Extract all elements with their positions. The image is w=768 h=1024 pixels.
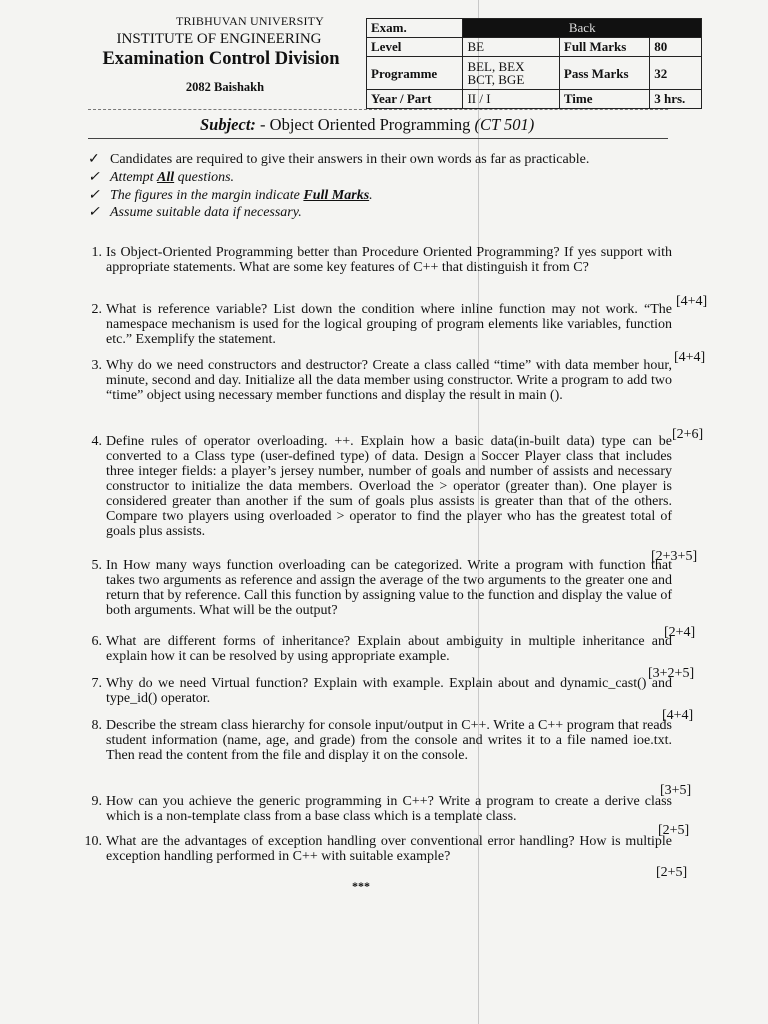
programme-label: Programme [367, 57, 463, 90]
question-number: 1. [91, 245, 102, 260]
instruction-text: The figures in the margin indicate [110, 188, 304, 203]
question-text: In How many ways function overloading can be categorized. Write a program with function that takes two arguments as reference and assign the average of the two arguments to the greater one and return that by reference. Call this function by assigning value to the function and display the value of both arguments. What will be the output? [106, 558, 672, 618]
subject-name: - Object Oriented Programming [260, 115, 471, 134]
university-name: TRIBHUVAN UNIVERSITY [175, 14, 325, 28]
question-text: Define rules of operator overloading. ++. Explain how a basic data(in-built data) type can be converted to a Class type (user-defined type) of data. Design a Soccer Player class that includes three integer fields: a player’s jersey number, number of goals and number of assists and necessary constructor to initialize the data members. Overload the > operator (greater than). One player is considered greater than another if the sum of goals plus assists is greater than that of the others. Compare two players using overloaded > operator to find the player who has the greatest total of goals plus assists. [106, 434, 672, 539]
subject-code: (CT 501) [474, 115, 535, 134]
question-marks: [3+2+5] [648, 666, 695, 681]
time-value: 3 hrs. [650, 90, 702, 109]
institute-name: INSTITUTE OF ENGINEERING [116, 31, 322, 47]
question-marks: [2+6] [672, 427, 704, 442]
level-value: BE [463, 38, 559, 57]
question-marks: [2+4] [664, 625, 696, 640]
emphasis-all: All [157, 170, 175, 185]
year-part-label: Year / Part [367, 90, 463, 109]
question-number: 5. [91, 558, 102, 573]
instruction-4 [88, 204, 302, 221]
question-text: What are different forms of inheritance? Explain about ambiguity in multiple inheritance and explain how it can be resolved by using appropriate example. [106, 634, 672, 664]
programme-line-2: BCT, BGE [467, 72, 525, 87]
instruction-text: Candidates are required to give their answers in their own words as far as practicable. [110, 152, 590, 167]
end-of-paper-mark: *** [352, 879, 370, 893]
checkmark-icon: ✓ [88, 170, 100, 185]
checkmark-icon: ✓ [88, 205, 100, 220]
full-marks-label: Full Marks [559, 38, 649, 57]
question-marks: [2+5] [658, 823, 690, 838]
header-divider [88, 109, 668, 110]
question-text: Why do we need constructors and destructor? Create a class called “time” with data member hour, minute, second and day. Initialize all the data member using constructor. Write a program to add two “time” object using necessary member functions and display the result in main (). [106, 358, 672, 403]
exam-info-table [366, 18, 702, 109]
question-text: What are the advantages of exception handling over conventional error handling? How is multiple exception handling performed in C++ with suitable example? [106, 834, 672, 864]
subject-line [200, 115, 620, 135]
question-text: What is reference variable? List down the condition where inline function may not work. “The namespace mechanism is used for the logical grouping of program elements like variables, function etc.” Exemplify the statement. [106, 302, 672, 347]
question-number: 10. [84, 834, 102, 849]
question-number: 8. [91, 718, 102, 733]
division-name: Examination Control Division [102, 49, 340, 69]
pass-marks-label: Pass Marks [559, 57, 649, 90]
question-marks: [4+4] [674, 350, 706, 365]
instruction-2 [88, 169, 234, 186]
question-number: 3. [91, 358, 102, 373]
question-marks: [4+4] [662, 708, 694, 723]
question-text: How can you achieve the generic programming in C++? Write a program to create a derive class which is a non-template class from a base class which is a template class. [106, 794, 672, 824]
question-marks: [2+3+5] [651, 549, 698, 564]
full-marks-value: 80 [650, 38, 702, 57]
exam-label: Exam. [367, 19, 463, 38]
programme-value [463, 57, 559, 90]
subject-underline [88, 138, 668, 139]
instruction-text: questions. [174, 170, 235, 185]
instruction-text: Attempt [110, 170, 158, 185]
pass-marks-value: 32 [650, 57, 702, 90]
question-text: Describe the stream class hierarchy for console input/output in C++. Write a C++ program that reads student information (name, age, and grade) from the console and writes it to a file named ioe.txt. Then read the content from the file and display it on the console. [106, 718, 672, 763]
instruction-text: Assume suitable data if necessary. [110, 205, 302, 220]
checkmark-icon: ✓ [88, 188, 100, 203]
question-text: Why do we need Virtual function? Explain with example. Explain about and dynamic_cast() and type_id() operator. [106, 676, 672, 706]
instruction-3 [88, 187, 373, 204]
question-number: 9. [91, 794, 102, 809]
level-label: Level [367, 38, 463, 57]
year-part-value: II / I [463, 90, 559, 109]
question-number: 7. [91, 676, 102, 691]
question-text: Is Object-Oriented Programming better than Procedure Oriented Programming? If yes support with appropriate statements. What are some key features of C++ that distinguish it from C? [106, 245, 672, 275]
instruction-text: . [369, 188, 373, 203]
question-marks: [3+5] [660, 783, 692, 798]
question-number: 6. [91, 634, 102, 649]
question-marks: [4+4] [676, 294, 708, 309]
exam-session: 2082 Baishakh [185, 80, 265, 94]
time-label: Time [559, 90, 649, 109]
question-number: 2. [91, 302, 102, 317]
emphasis-full-marks: Full Marks [303, 188, 370, 203]
exam-type: Back [463, 19, 702, 38]
checkmark-icon: ✓ [88, 152, 100, 167]
instruction-1 [88, 151, 589, 168]
question-number: 4. [91, 434, 102, 449]
question-marks: [2+5] [656, 865, 688, 880]
subject-label: Subject: [200, 115, 256, 134]
programme-line-1: BEL, BEX [467, 59, 525, 74]
